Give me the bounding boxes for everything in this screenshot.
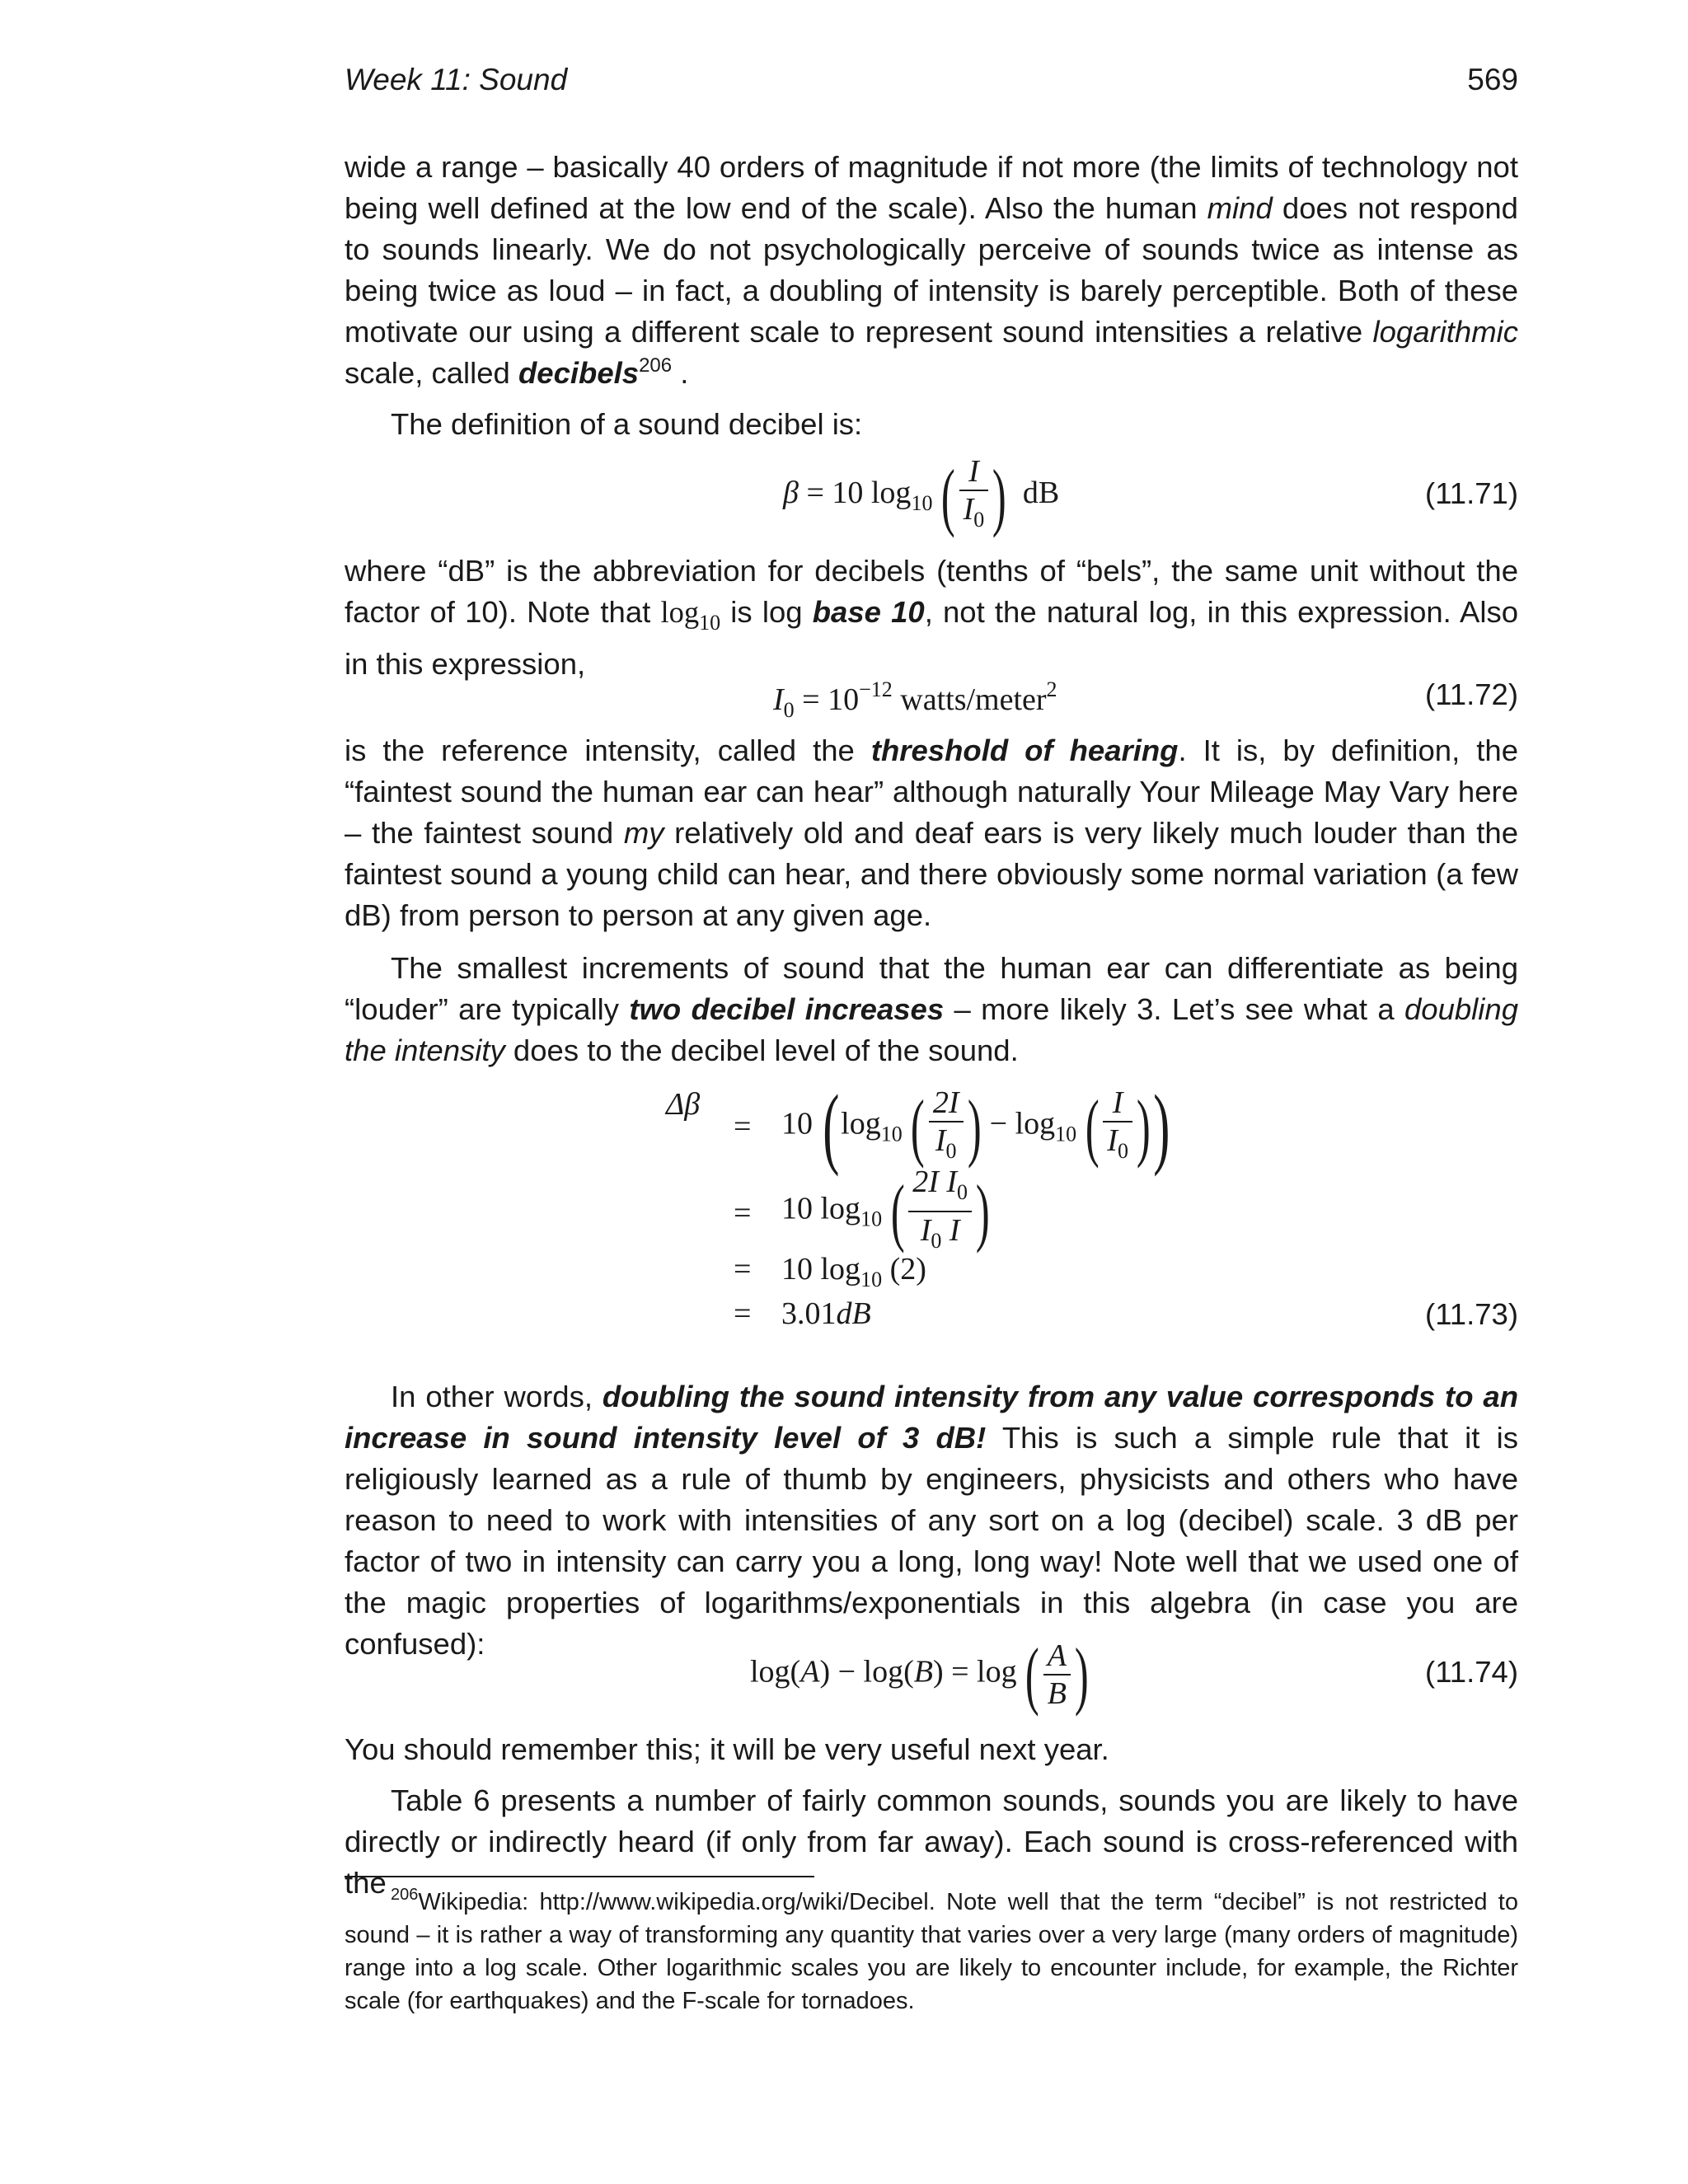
- math-text: 3.01: [781, 1296, 837, 1331]
- math-2i: 2I: [912, 1165, 939, 1199]
- emphasis-doubling: doubling the intensity: [345, 992, 1518, 1067]
- emphasis-my: my: [623, 816, 664, 850]
- bold-two-decibel: two decibel increases: [629, 992, 945, 1026]
- running-header: [345, 63, 1518, 104]
- equation-11-73-row2: [781, 1165, 991, 1258]
- math-i: I: [1107, 1122, 1118, 1158]
- equation-11-73-row4: [781, 1296, 871, 1332]
- eq-equals-3: =: [734, 1252, 752, 1286]
- section-title: Week 11: Sound: [345, 63, 568, 96]
- text-span: relatively old and deaf ears is very likely much louder than the faintest sound a young child can hear, and there obviously some normal variation (a few dB) from person to person at any given age.: [345, 816, 1518, 932]
- paragraph-db-explanation: [345, 551, 1518, 685]
- fraction: [929, 1086, 964, 1168]
- equation-label: (11.73): [1425, 1297, 1518, 1331]
- fraction-denominator: [959, 491, 989, 537]
- paragraph-increments: [345, 948, 1518, 1071]
- left-paren: (: [940, 453, 955, 538]
- text-span: . It is, by definition, the “faintest sound the human ear can hear” although naturally Your Mileage May Vary here – the faintest sound: [345, 733, 1518, 850]
- math-subscript: 0: [931, 1229, 942, 1253]
- equation-11-74: [750, 1633, 1090, 1717]
- math-text: (2): [889, 1252, 926, 1286]
- emphasis-mind: mind: [1207, 191, 1273, 225]
- footnote-rule: [345, 1876, 814, 1877]
- text-span: In other words,: [391, 1380, 603, 1413]
- left-paren: (: [1025, 1633, 1039, 1717]
- equation-label: (11.72): [1425, 677, 1518, 711]
- math-text: 10 log: [781, 1252, 861, 1286]
- math-subscript: 0: [973, 508, 985, 532]
- right-paren: ): [1074, 1633, 1089, 1717]
- math-beta: β: [783, 476, 799, 511]
- math-subscript: 0: [1117, 1138, 1128, 1163]
- bold-decibels: decibels: [518, 356, 640, 390]
- fraction-numerator: A: [1043, 1639, 1071, 1675]
- equation-11-73-row3: [781, 1251, 926, 1292]
- math-superscript: 2: [1046, 677, 1057, 701]
- math-text: 10 log: [781, 1191, 861, 1226]
- equation-11-71: [783, 455, 1059, 537]
- math-i: I: [935, 1122, 946, 1158]
- text-span: , not the natural log, in this expression. Also in this expression,: [345, 595, 1518, 681]
- right-paren: ): [967, 1085, 982, 1169]
- text-span: – more likely 3. Let’s see what a: [944, 992, 1404, 1026]
- fraction: [1043, 1639, 1071, 1710]
- fraction: [908, 1165, 972, 1258]
- math-subscript: 0: [783, 698, 795, 722]
- eq-equals-2: =: [734, 1196, 752, 1230]
- paragraph-definition: The definition of a sound decibel is:: [391, 407, 863, 441]
- math-subscript: 0: [945, 1138, 957, 1163]
- emphasis-logarithmic: logarithmic: [1372, 315, 1518, 349]
- math-a: A: [800, 1654, 820, 1690]
- text-span: does not respond to sounds linearly. We do not psychologically perceive of sounds twice as intense as being twice as loud – in fact, a doubling of intensity is barely perceptible. Both of these motivate our using a different scale to represent sound intensities a relative: [345, 191, 1518, 349]
- left-paren: (: [911, 1085, 925, 1169]
- math-superscript: −12: [859, 677, 893, 701]
- math-minus: −: [989, 1106, 1008, 1141]
- page-number: 569: [1467, 63, 1518, 96]
- bold-key-result: doubling the sound intensity from any value corresponds to an increase in sound intensity level of 3 dB!: [345, 1380, 1519, 1455]
- footnote: [345, 1886, 1518, 2018]
- paragraph-remember: You should remember this; it will be very useful next year.: [345, 1732, 1109, 1766]
- text-span: is log: [720, 595, 813, 629]
- math-b: B: [913, 1654, 933, 1690]
- equation-label: (11.74): [1425, 1655, 1518, 1689]
- math-i: I: [963, 492, 974, 527]
- right-paren: ): [1152, 1076, 1170, 1177]
- eq-equals-1: =: [734, 1109, 752, 1144]
- text-span: This is such a simple rule that it is religiously learned as a rule of thumb by engineers, physicists and others who have reason to need to work with intensities of any sort on a log (decibel) scale. 3 dB per factor of two in intensity can carry you a long, long way! Note well that we used one of the magic properties of logarithms/exponentials in this algebra (in case you are confused):: [345, 1421, 1518, 1661]
- equation-11-72: [773, 677, 1057, 723]
- text-span: .: [672, 356, 689, 390]
- paragraph-threshold: [345, 730, 1518, 936]
- bold-threshold-of-hearing: threshold of hearing: [870, 733, 1179, 767]
- math-subscript: 10: [1055, 1122, 1077, 1146]
- math-log: log: [660, 595, 700, 629]
- math-delta-beta: Δβ: [666, 1087, 701, 1122]
- paragraph-table-intro: Table 6 presents a number of fairly common sounds, sounds you are likely to have directly or indirectly heard (if only from far away). Each sound is cross-referenced with the: [345, 1783, 1518, 1900]
- math-text: 10: [781, 1106, 813, 1141]
- bold-base10: base 10: [812, 595, 925, 629]
- footnote-ref[interactable]: 206: [639, 354, 673, 377]
- paragraph-rule-of-thumb: [345, 1376, 1518, 1665]
- text-span: where “dB” is the abbreviation for decibels (tenths of “bels”, the same unit without the factor of 10). Note that: [345, 554, 1518, 629]
- math-text: = 10 log: [806, 476, 912, 511]
- math-unit: dB: [836, 1296, 871, 1331]
- math-text: ) − log(: [819, 1654, 914, 1690]
- footnote-mark: 206: [391, 1886, 419, 1904]
- right-paren: ): [1136, 1085, 1151, 1169]
- math-subscript: 10: [860, 1268, 883, 1291]
- right-paren: ): [975, 1169, 990, 1254]
- math-i: I: [949, 1213, 960, 1248]
- math-i: I: [773, 682, 784, 717]
- text-span: does to the decibel level of the sound.: [504, 1033, 1019, 1067]
- text-span: wide a range – basically 40 orders of magnitude if not more (the limits of technology not being well defined at the low end of the scale). Also the human: [345, 150, 1518, 225]
- fraction-numerator: I: [959, 455, 989, 491]
- paragraph-intro: [345, 147, 1518, 394]
- math-unit: dB: [1022, 476, 1060, 511]
- text-span: is the reference intensity, called the: [345, 733, 871, 767]
- math-subscript: 0: [957, 1180, 968, 1204]
- math-text: ) = log: [932, 1654, 1017, 1690]
- text-span: The smallest increments of sound that the human ear can differentiate as being “louder” are typically: [345, 951, 1518, 1026]
- math-subscript: 10: [880, 1122, 903, 1146]
- equation-11-73-lhs: [666, 1086, 781, 1122]
- left-paren: (: [890, 1169, 905, 1254]
- math-subscript: 10: [699, 611, 721, 635]
- math-subscript: 10: [860, 1207, 883, 1231]
- fraction-denominator: [929, 1122, 964, 1168]
- equation-11-73-row1: [781, 1076, 1171, 1177]
- fraction: [959, 455, 989, 537]
- math-log: log: [1015, 1106, 1056, 1141]
- math-text: = 10: [802, 682, 860, 717]
- math-log: log: [841, 1106, 881, 1141]
- fraction-numerator: [908, 1165, 972, 1212]
- fraction-denominator: [1103, 1122, 1132, 1168]
- math-i: I: [920, 1213, 931, 1248]
- math-text: log(: [750, 1654, 801, 1690]
- eq-equals-4: =: [734, 1296, 752, 1331]
- equation-label: (11.71): [1425, 476, 1518, 510]
- left-paren: (: [1085, 1085, 1100, 1169]
- text-span: scale, called: [345, 356, 518, 390]
- left-paren: (: [822, 1076, 839, 1177]
- fraction-numerator: 2I: [929, 1086, 964, 1122]
- fraction: [1103, 1086, 1132, 1168]
- math-subscript: 10: [911, 491, 933, 516]
- fraction-numerator: I: [1103, 1086, 1132, 1122]
- footnote-text: Wikipedia: http://www.wikipedia.org/wiki/Decibel. Note well that the term “decibel” is not restricted to sound – it is rather a way of transforming any quantity that varies over a very large (many orders of magnitude) range into a log scale. Other logarithmic scales you are likely to encounter include, for example, the Richter scale (for earthquakes) and the F-scale for tornadoes.: [345, 1889, 1518, 2014]
- right-paren: ): [992, 453, 1006, 538]
- math-i: I: [946, 1165, 958, 1199]
- math-unit: watts/meter: [900, 682, 1047, 717]
- fraction-denominator: B: [1047, 1676, 1067, 1711]
